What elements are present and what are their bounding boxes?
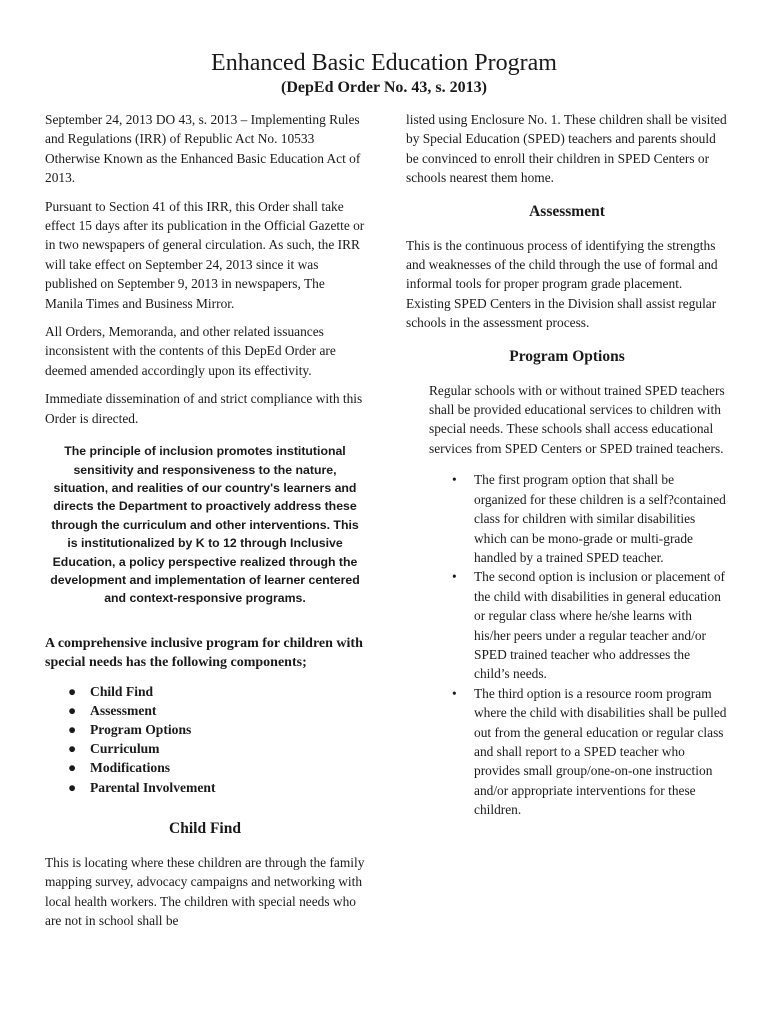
list-item xyxy=(45,720,365,739)
program-options-heading: Program Options xyxy=(509,347,625,365)
option-text: The first program option that shall be organized for these children is a self?contained class for children with similar disabilities which can be mono-grade or multi-grade handled by a trained SPED teacher. xyxy=(474,472,726,565)
list-item xyxy=(45,778,365,797)
component-label: Child Find xyxy=(90,683,154,699)
component-label: Curriculum xyxy=(90,741,160,757)
bullet-icon: • xyxy=(452,472,457,488)
bullet-icon: ● xyxy=(68,702,77,718)
list-item xyxy=(452,567,728,683)
bullet-icon: • xyxy=(452,569,457,585)
right-column xyxy=(406,110,728,820)
child-find-continuation: listed using Enclosure No. 1. These children shall be visited by Special Education (SPED) teachers and parents should be convinced to enroll their children in SPED Centers or schools nearest them home. xyxy=(406,112,727,186)
program-options-block xyxy=(406,381,728,459)
order-summary-paragraph: September 24, 2013 DO 43, s. 2013 – Implementing Rules and Regulations (IRR) of Republic Act No. 10533 Otherwise Known as the Enhanced Basic Education Act of 2013. xyxy=(45,112,361,186)
child-find-heading: Child Find xyxy=(169,819,241,837)
amendment-paragraph: All Orders, Memoranda, and other related issuances inconsistent with the contents of this DepEd Order are deemed amended accordingly upon its effectivity. xyxy=(45,324,336,378)
child-find-paragraph: This is locating where these children are through the family mapping survey, advocacy campaigns and networking with local health workers. The children with special needs who are not in school shall be xyxy=(45,854,365,928)
bullet-icon: ● xyxy=(68,721,77,737)
list-item xyxy=(45,682,365,701)
program-options-list xyxy=(406,470,728,819)
effectivity-paragraph: Pursuant to Section 41 of this IRR, this Order shall take effect 15 days after its publication in the Official Gazette or in two newspapers of general circulation. As such, the IRR will take effect on September 24, 2013 since it was published on September 9, 2013 in newspapers, The Manila Times and Business Mirror. xyxy=(45,198,365,311)
list-item xyxy=(45,758,365,777)
components-intro: A comprehensive inclusive program for children with special needs has the following components; xyxy=(45,635,363,671)
bullet-icon: ● xyxy=(68,741,77,757)
list-item xyxy=(45,701,365,720)
document-subtitle: (DepEd Order No. 43, s. 2013) xyxy=(281,79,487,96)
assessment-paragraph: This is the continuous process of identifying the strengths and weaknesses of the child through the use of formal and informal tools for proper program grade placement. Existing SPED Centers in the Division shall assist regular schools in the assessment process. xyxy=(406,237,718,331)
component-label: Assessment xyxy=(90,702,157,718)
bullet-icon: ● xyxy=(68,779,77,795)
list-item xyxy=(452,470,728,567)
program-options-intro: Regular schools with or without trained SPED teachers shall be provided educational services to children with special needs. These schools shall access educational services from SPED Centers or SPED trained teachers. xyxy=(429,382,725,456)
components-list xyxy=(45,682,365,797)
bullet-icon: ● xyxy=(68,760,77,776)
bullet-icon: • xyxy=(452,685,457,701)
assessment-heading: Assessment xyxy=(529,202,605,220)
option-text: The second option is inclusion or placement of the child with disabilities in general education or regular class where he/she learns with his/her peers under a regular teacher and/or SPED trained teacher who addresses the child’s needs. xyxy=(474,569,726,682)
list-item xyxy=(452,684,728,820)
inclusion-principle-callout: The principle of inclusion promotes institutional sensitivity and responsiveness to the nature, situation, and realities of our country's learners and directs the Department to proactively address these through the curriculum and other interventions. This is institutionalized by K to 12 through Inclusive Education, a policy perspective realized through the development and implementation of learner centered and context-responsive programs. xyxy=(50,444,360,606)
dissemination-paragraph: Immediate dissemination of and strict compliance with this Order is directed. xyxy=(45,391,363,426)
left-column xyxy=(45,110,365,939)
document-title: Enhanced Basic Education Program xyxy=(211,50,557,76)
component-label: Parental Involvement xyxy=(90,779,216,795)
bullet-icon: ● xyxy=(68,683,77,699)
component-label: Program Options xyxy=(90,721,192,737)
list-item xyxy=(45,739,365,758)
option-text: The third option is a resource room program where the child with disabilities shall be pulled out from the general education or regular class and shall report to a SPED teacher who provides small group/one-on-one instruction and/or appropriate interventions for these children. xyxy=(474,685,727,818)
component-label: Modifications xyxy=(90,760,171,776)
